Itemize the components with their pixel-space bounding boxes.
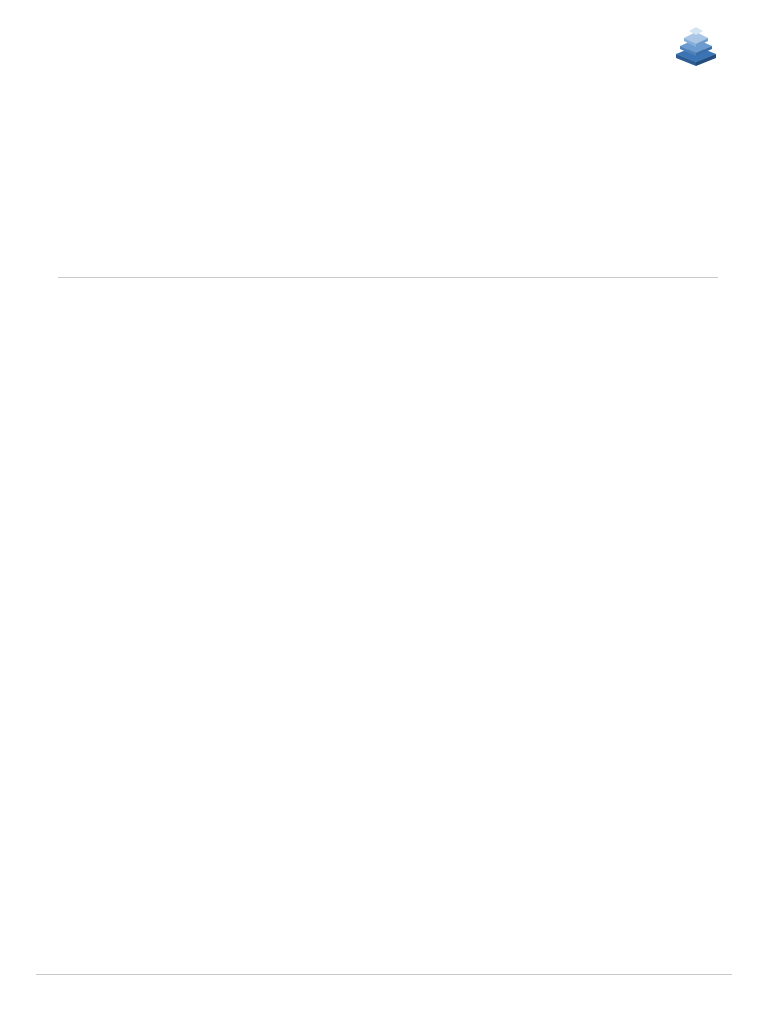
footer-divider — [36, 974, 732, 975]
layered-stack-icon — [672, 24, 720, 66]
divider — [58, 277, 718, 278]
